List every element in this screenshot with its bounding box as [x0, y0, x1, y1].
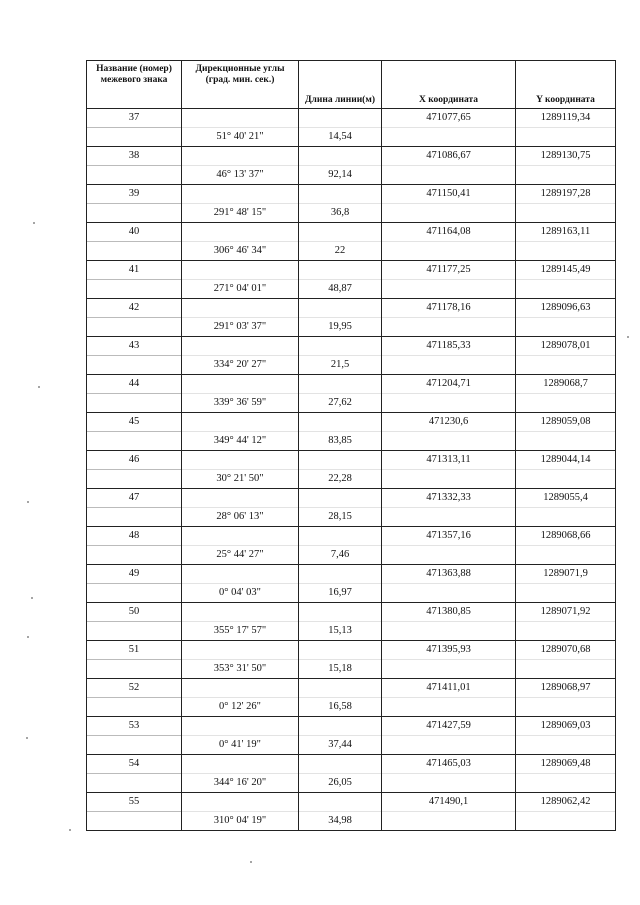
- segment-row: [87, 698, 616, 717]
- x-coordinate-cell: [382, 204, 516, 223]
- line-length-cell: [299, 375, 382, 394]
- segment-row: [87, 280, 616, 299]
- direction-angle-cell: 25° 44' 27": [182, 546, 299, 565]
- y-coordinate-cell: 1289055,4: [516, 489, 616, 508]
- marker-name-cell: 55: [87, 793, 182, 812]
- direction-angle-cell: 0° 41' 19": [182, 736, 299, 755]
- marker-name-cell: 40: [87, 223, 182, 242]
- x-coordinate-cell: [382, 622, 516, 641]
- line-length-cell: [299, 717, 382, 736]
- point-row: [87, 793, 616, 812]
- marker-name-cell: [87, 318, 182, 337]
- point-row: [87, 223, 616, 242]
- line-length-cell: 14,54: [299, 128, 382, 147]
- direction-angle-cell: 30° 21' 50": [182, 470, 299, 489]
- point-row: [87, 603, 616, 622]
- segment-row: [87, 356, 616, 375]
- line-length-cell: [299, 793, 382, 812]
- x-coordinate-cell: 471411,01: [382, 679, 516, 698]
- direction-angle-cell: [182, 565, 299, 584]
- x-coordinate-cell: 471086,67: [382, 147, 516, 166]
- segment-row: [87, 166, 616, 185]
- point-row: [87, 679, 616, 698]
- point-row: [87, 147, 616, 166]
- line-length-cell: 16,97: [299, 584, 382, 603]
- x-coordinate-cell: 471077,65: [382, 109, 516, 128]
- point-row: [87, 565, 616, 584]
- segment-row: [87, 394, 616, 413]
- marker-name-cell: [87, 356, 182, 375]
- x-coordinate-cell: [382, 242, 516, 261]
- marker-name-cell: 39: [87, 185, 182, 204]
- direction-angle-cell: 339° 36' 59": [182, 394, 299, 413]
- segment-row: [87, 546, 616, 565]
- direction-angle-cell: 355° 17' 57": [182, 622, 299, 641]
- marker-name-cell: 41: [87, 261, 182, 280]
- direction-angle-cell: [182, 185, 299, 204]
- segment-row: [87, 318, 616, 337]
- line-length-cell: 28,15: [299, 508, 382, 527]
- scan-speck: [627, 336, 629, 338]
- point-row: [87, 261, 616, 280]
- header-y-coordinate: Y координата: [516, 61, 616, 109]
- line-length-cell: 7,46: [299, 546, 382, 565]
- direction-angle-cell: [182, 679, 299, 698]
- boundary-coordinates-table: [86, 60, 616, 831]
- y-coordinate-cell: 1289068,97: [516, 679, 616, 698]
- marker-name-cell: 38: [87, 147, 182, 166]
- y-coordinate-cell: [516, 204, 616, 223]
- line-length-cell: 16,58: [299, 698, 382, 717]
- point-row: [87, 527, 616, 546]
- marker-name-cell: 52: [87, 679, 182, 698]
- direction-angle-cell: [182, 109, 299, 128]
- x-coordinate-cell: 471427,59: [382, 717, 516, 736]
- marker-name-cell: 42: [87, 299, 182, 318]
- y-coordinate-cell: [516, 394, 616, 413]
- x-coordinate-cell: 471490,1: [382, 793, 516, 812]
- direction-angle-cell: 0° 04' 03": [182, 584, 299, 603]
- direction-angle-cell: 291° 48' 15": [182, 204, 299, 223]
- marker-name-cell: [87, 584, 182, 603]
- marker-name-cell: [87, 470, 182, 489]
- direction-angle-cell: [182, 299, 299, 318]
- line-length-cell: [299, 185, 382, 204]
- line-length-cell: 34,98: [299, 812, 382, 831]
- x-coordinate-cell: [382, 698, 516, 717]
- y-coordinate-cell: [516, 812, 616, 831]
- line-length-cell: 36,8: [299, 204, 382, 223]
- marker-name-cell: [87, 128, 182, 147]
- y-coordinate-cell: [516, 736, 616, 755]
- marker-name-cell: [87, 660, 182, 679]
- direction-angle-cell: 344° 16' 20": [182, 774, 299, 793]
- y-coordinate-cell: 1289119,34: [516, 109, 616, 128]
- x-coordinate-cell: [382, 128, 516, 147]
- segment-row: [87, 736, 616, 755]
- line-length-cell: [299, 679, 382, 698]
- x-coordinate-cell: [382, 812, 516, 831]
- direction-angle-cell: [182, 527, 299, 546]
- line-length-cell: [299, 641, 382, 660]
- direction-angle-cell: [182, 375, 299, 394]
- x-coordinate-cell: [382, 736, 516, 755]
- direction-angle-cell: 291° 03' 37": [182, 318, 299, 337]
- scan-speck: [26, 737, 28, 739]
- direction-angle-cell: [182, 755, 299, 774]
- marker-name-cell: 43: [87, 337, 182, 356]
- direction-angle-cell: [182, 793, 299, 812]
- x-coordinate-cell: 471332,33: [382, 489, 516, 508]
- line-length-cell: [299, 413, 382, 432]
- marker-name-cell: [87, 394, 182, 413]
- x-coordinate-cell: 471380,85: [382, 603, 516, 622]
- segment-row: [87, 622, 616, 641]
- marker-name-cell: 49: [87, 565, 182, 584]
- y-coordinate-cell: 1289163,11: [516, 223, 616, 242]
- table-body: [87, 109, 616, 831]
- line-length-cell: [299, 755, 382, 774]
- x-coordinate-cell: 471465,03: [382, 755, 516, 774]
- marker-name-cell: 46: [87, 451, 182, 470]
- y-coordinate-cell: 1289071,92: [516, 603, 616, 622]
- direction-angle-cell: 271° 04' 01": [182, 280, 299, 299]
- scan-speck: [69, 829, 71, 831]
- segment-row: [87, 508, 616, 527]
- y-coordinate-cell: [516, 356, 616, 375]
- x-coordinate-cell: 471164,08: [382, 223, 516, 242]
- line-length-cell: 15,13: [299, 622, 382, 641]
- direction-angle-cell: [182, 451, 299, 470]
- scan-speck: [27, 636, 29, 638]
- line-length-cell: 92,14: [299, 166, 382, 185]
- x-coordinate-cell: 471185,33: [382, 337, 516, 356]
- point-row: [87, 489, 616, 508]
- marker-name-cell: 54: [87, 755, 182, 774]
- marker-name-cell: [87, 774, 182, 793]
- y-coordinate-cell: [516, 584, 616, 603]
- x-coordinate-cell: [382, 432, 516, 451]
- line-length-cell: 83,85: [299, 432, 382, 451]
- direction-angle-cell: 0° 12' 26": [182, 698, 299, 717]
- marker-name-cell: [87, 622, 182, 641]
- x-coordinate-cell: [382, 394, 516, 413]
- x-coordinate-cell: [382, 470, 516, 489]
- line-length-cell: 22: [299, 242, 382, 261]
- segment-row: [87, 242, 616, 261]
- marker-name-cell: [87, 812, 182, 831]
- line-length-cell: [299, 565, 382, 584]
- x-coordinate-cell: [382, 318, 516, 337]
- line-length-cell: 26,05: [299, 774, 382, 793]
- segment-row: [87, 128, 616, 147]
- line-length-cell: [299, 261, 382, 280]
- y-coordinate-cell: [516, 166, 616, 185]
- line-length-cell: [299, 489, 382, 508]
- y-coordinate-cell: [516, 280, 616, 299]
- direction-angle-cell: [182, 641, 299, 660]
- line-length-cell: [299, 223, 382, 242]
- point-row: [87, 413, 616, 432]
- x-coordinate-cell: 471204,71: [382, 375, 516, 394]
- y-coordinate-cell: [516, 660, 616, 679]
- point-row: [87, 755, 616, 774]
- x-coordinate-cell: [382, 546, 516, 565]
- y-coordinate-cell: 1289197,28: [516, 185, 616, 204]
- header-line-length: Длина линии(м): [299, 61, 382, 109]
- line-length-cell: [299, 603, 382, 622]
- point-row: [87, 185, 616, 204]
- point-row: [87, 375, 616, 394]
- y-coordinate-cell: 1289059,08: [516, 413, 616, 432]
- x-coordinate-cell: 471395,93: [382, 641, 516, 660]
- marker-name-cell: 47: [87, 489, 182, 508]
- point-row: [87, 641, 616, 660]
- segment-row: [87, 660, 616, 679]
- line-length-cell: 27,62: [299, 394, 382, 413]
- scan-speck: [33, 222, 35, 224]
- y-coordinate-cell: [516, 698, 616, 717]
- x-coordinate-cell: 471150,41: [382, 185, 516, 204]
- y-coordinate-cell: 1289070,68: [516, 641, 616, 660]
- header-marker-name: Название (номер) межевого знака: [87, 61, 182, 109]
- y-coordinate-cell: [516, 318, 616, 337]
- segment-row: [87, 812, 616, 831]
- line-length-cell: [299, 147, 382, 166]
- y-coordinate-cell: [516, 128, 616, 147]
- x-coordinate-cell: [382, 774, 516, 793]
- line-length-cell: [299, 527, 382, 546]
- line-length-cell: 48,87: [299, 280, 382, 299]
- line-length-cell: 15,18: [299, 660, 382, 679]
- direction-angle-cell: 353° 31' 50": [182, 660, 299, 679]
- point-row: [87, 109, 616, 128]
- scan-speck: [38, 386, 40, 388]
- line-length-cell: 22,28: [299, 470, 382, 489]
- marker-name-cell: [87, 432, 182, 451]
- y-coordinate-cell: 1289078,01: [516, 337, 616, 356]
- y-coordinate-cell: 1289069,03: [516, 717, 616, 736]
- x-coordinate-cell: 471357,16: [382, 527, 516, 546]
- marker-name-cell: 44: [87, 375, 182, 394]
- y-coordinate-cell: [516, 546, 616, 565]
- y-coordinate-cell: 1289071,9: [516, 565, 616, 584]
- direction-angle-cell: 51° 40' 21": [182, 128, 299, 147]
- x-coordinate-cell: 471177,25: [382, 261, 516, 280]
- segment-row: [87, 470, 616, 489]
- x-coordinate-cell: 471363,88: [382, 565, 516, 584]
- marker-name-cell: [87, 736, 182, 755]
- marker-name-cell: 50: [87, 603, 182, 622]
- marker-name-cell: 51: [87, 641, 182, 660]
- direction-angle-cell: [182, 223, 299, 242]
- marker-name-cell: 48: [87, 527, 182, 546]
- line-length-cell: 19,95: [299, 318, 382, 337]
- direction-angle-cell: 46° 13' 37": [182, 166, 299, 185]
- marker-name-cell: 37: [87, 109, 182, 128]
- line-length-cell: [299, 337, 382, 356]
- line-length-cell: [299, 109, 382, 128]
- marker-name-cell: 53: [87, 717, 182, 736]
- line-length-cell: [299, 299, 382, 318]
- scan-speck: [250, 861, 252, 863]
- marker-name-cell: [87, 280, 182, 299]
- marker-name-cell: [87, 546, 182, 565]
- marker-name-cell: [87, 698, 182, 717]
- x-coordinate-cell: [382, 356, 516, 375]
- marker-name-cell: [87, 204, 182, 223]
- direction-angle-cell: [182, 337, 299, 356]
- y-coordinate-cell: 1289062,42: [516, 793, 616, 812]
- x-coordinate-cell: 471313,11: [382, 451, 516, 470]
- marker-name-cell: [87, 166, 182, 185]
- line-length-cell: [299, 451, 382, 470]
- marker-name-cell: [87, 508, 182, 527]
- segment-row: [87, 204, 616, 223]
- direction-angle-cell: [182, 717, 299, 736]
- y-coordinate-cell: 1289069,48: [516, 755, 616, 774]
- direction-angle-cell: [182, 413, 299, 432]
- scan-speck: [27, 501, 29, 503]
- direction-angle-cell: [182, 147, 299, 166]
- direction-angle-cell: 310° 04' 19": [182, 812, 299, 831]
- direction-angle-cell: 349° 44' 12": [182, 432, 299, 451]
- point-row: [87, 299, 616, 318]
- y-coordinate-cell: [516, 508, 616, 527]
- point-row: [87, 451, 616, 470]
- y-coordinate-cell: [516, 622, 616, 641]
- line-length-cell: 37,44: [299, 736, 382, 755]
- x-coordinate-cell: [382, 584, 516, 603]
- y-coordinate-cell: 1289130,75: [516, 147, 616, 166]
- direction-angle-cell: 28° 06' 13": [182, 508, 299, 527]
- direction-angle-cell: 306° 46' 34": [182, 242, 299, 261]
- point-row: [87, 717, 616, 736]
- x-coordinate-cell: [382, 166, 516, 185]
- y-coordinate-cell: [516, 774, 616, 793]
- marker-name-cell: [87, 242, 182, 261]
- y-coordinate-cell: 1289068,7: [516, 375, 616, 394]
- x-coordinate-cell: [382, 280, 516, 299]
- point-row: [87, 337, 616, 356]
- table-header-row: [87, 61, 616, 109]
- y-coordinate-cell: 1289044,14: [516, 451, 616, 470]
- y-coordinate-cell: [516, 242, 616, 261]
- segment-row: [87, 432, 616, 451]
- direction-angle-cell: 334° 20' 27": [182, 356, 299, 375]
- x-coordinate-cell: [382, 660, 516, 679]
- segment-row: [87, 584, 616, 603]
- marker-name-cell: 45: [87, 413, 182, 432]
- y-coordinate-cell: 1289096,63: [516, 299, 616, 318]
- y-coordinate-cell: 1289068,66: [516, 527, 616, 546]
- header-direction-angles: Дирекционные углы (град. мин. сек.): [182, 61, 299, 109]
- header-x-coordinate: X координата: [382, 61, 516, 109]
- y-coordinate-cell: 1289145,49: [516, 261, 616, 280]
- x-coordinate-cell: 471230,6: [382, 413, 516, 432]
- y-coordinate-cell: [516, 432, 616, 451]
- line-length-cell: 21,5: [299, 356, 382, 375]
- x-coordinate-cell: 471178,16: [382, 299, 516, 318]
- direction-angle-cell: [182, 603, 299, 622]
- scan-speck: [31, 597, 33, 599]
- direction-angle-cell: [182, 261, 299, 280]
- direction-angle-cell: [182, 489, 299, 508]
- x-coordinate-cell: [382, 508, 516, 527]
- y-coordinate-cell: [516, 470, 616, 489]
- segment-row: [87, 774, 616, 793]
